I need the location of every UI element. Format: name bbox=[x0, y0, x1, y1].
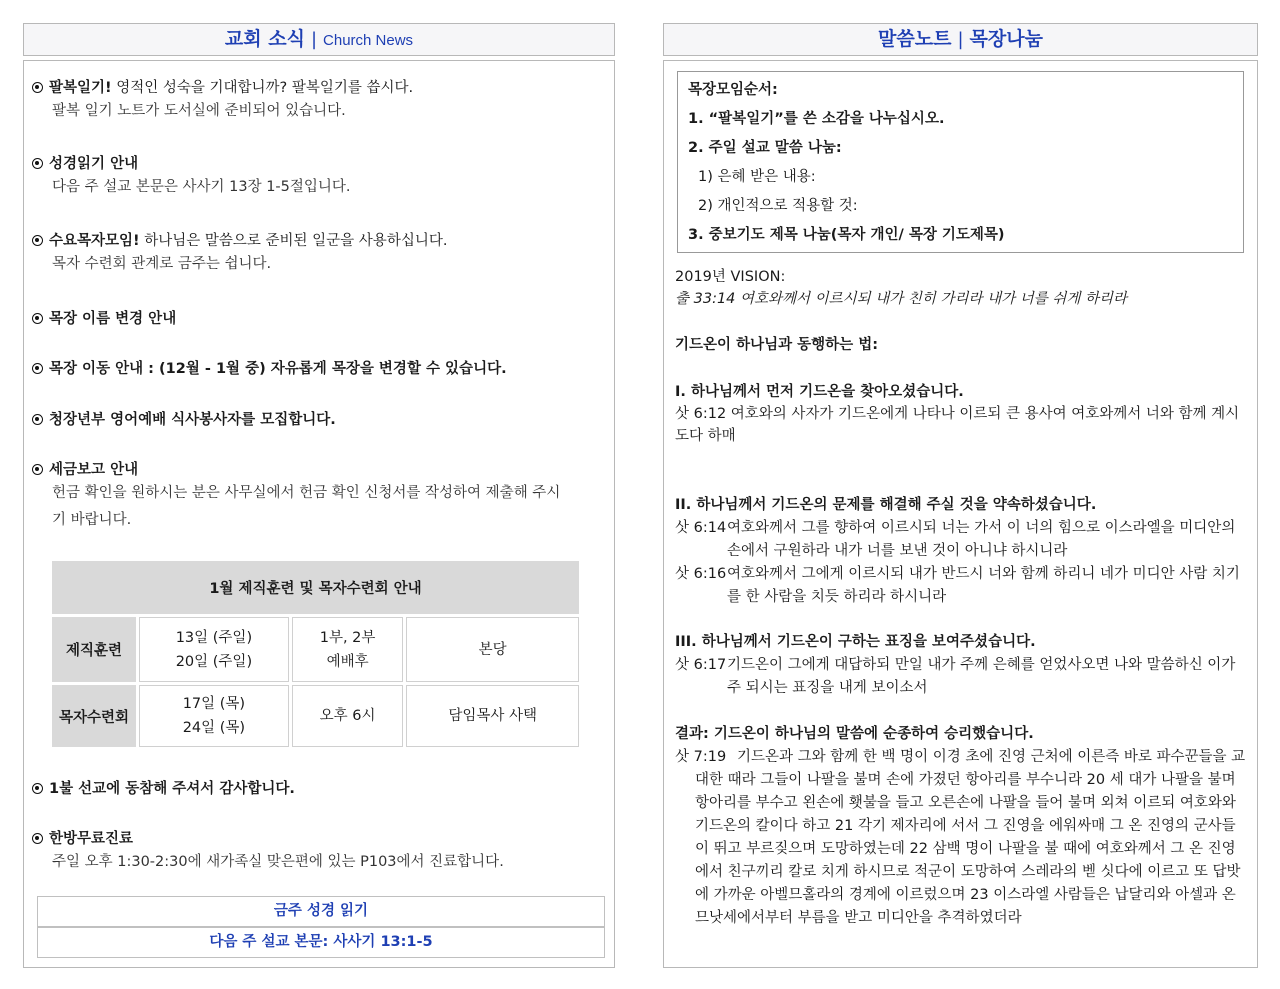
point-verse: 삿 6:17 기드온이 그에게 대답하되 만일 내가 주께 은혜를 얻었사오면 나와 말씀하신 이가 주 되시는 표징을 내게 보이소서 bbox=[675, 657, 1236, 696]
news-item: 목장 이름 변경 안내 bbox=[32, 309, 606, 329]
news-item: 목장 이동 안내 : (12월 - 1월 중) 자유롭게 목장을 변경할 수 있습니다. bbox=[32, 359, 606, 379]
vision-label: 2019년 VISION: bbox=[675, 269, 786, 285]
bullet-icon bbox=[32, 158, 43, 169]
point-verse: 삿 6:12 여호와의 사자가 기드온에게 나타나 이르되 큰 용사여 여호와께서 너와 함께 계시도다 하매 bbox=[675, 406, 1240, 444]
news-item: 1불 선교에 동참해 주셔서 감사합니다. bbox=[32, 779, 606, 799]
header-title-en: Church News bbox=[323, 32, 414, 49]
bible-reading-title: 금주 성경 읽기 bbox=[37, 896, 605, 927]
schedule-title: 1월 제직훈련 및 목자수련회 안내 bbox=[52, 561, 579, 614]
news-item: 한방무료진료 주일 오후 1:30-2:30에 새가족실 맞은편에 있는 P103에서 진료합니다. bbox=[32, 829, 606, 876]
bullet-icon bbox=[32, 235, 43, 246]
schedule-row-label: 목자수련회 bbox=[52, 685, 136, 747]
bullet-icon bbox=[32, 464, 43, 475]
sermon-note-panel bbox=[663, 60, 1258, 968]
conclusion-verse: 삿 7:19 기드온과 그와 함께 한 백 명이 이경 초에 진영 근처에 이른즉 바로 파수꾼들을 교대한 때라 그들이 나팔을 불며 손에 가졌던 항아리를 부수니라 20 세 대가 나팔을 불며 항아리를 부수고 왼손에 횃불을 들고 오른손에 나팔을 들어 불며 외쳐 이르되 여호와와 기드온의 칼이다 하고 21 각기 제자리에 서서 그 진영을 에워싸매 그 온 진영의 군사들이 뛰고 부르짖으며 도망하였는데 22 삼백 명이 나팔을 불 때에 여호와께서 그 온 진영에서 친구끼리 칼로 치게 하시므로 적군이 도망하여 스레라의 벧 싯다에 이르고 또 답밧에 가까운 아벨므홀라의 경계에 이르렀으며 23 이스라엘 사람들은 납달리와 아셀과 온 므낫세에서부터 부름을 받고 미디안을 추격하였더라 bbox=[675, 749, 1246, 926]
sermon-title: 기드온이 하나님과 동행하는 법: bbox=[675, 337, 879, 353]
sermon-note-header: 말씀노트 | 목장나눔 bbox=[663, 23, 1258, 56]
schedule-time: 오후 6시 bbox=[292, 685, 404, 747]
vision-verse: 출 33:14 여호와께서 이르시되 내가 친히 가리라 내가 너를 쉬게 하리라 bbox=[675, 291, 1128, 307]
header-title-ko: 교회 소식 bbox=[224, 28, 305, 50]
cell-group-order-box bbox=[677, 71, 1244, 253]
schedule-time: 1부, 2부 예배후 bbox=[292, 617, 404, 682]
order-title: 목장모임순서: bbox=[688, 82, 778, 98]
church-news-header: 교회 소식 | Church News bbox=[23, 23, 615, 56]
order-step: 1. “팔복일기”를 쓴 소감을 나누십시오. bbox=[688, 111, 945, 127]
header-title-ko: 말씀노트 bbox=[878, 28, 952, 50]
header-title-ko2: 목장나눔 bbox=[969, 28, 1043, 50]
schedule-place: 담임목사 사택 bbox=[406, 685, 579, 747]
bullet-icon bbox=[32, 82, 43, 93]
schedule-place: 본당 bbox=[406, 617, 579, 682]
news-item: 팔복일기! 영적인 성숙을 기대합니까? 팔복일기를 씁시다. 팔복 일기 노트가 도서실에 준비되어 있습니다. bbox=[32, 78, 606, 125]
point-title: I. 하나님께서 먼저 기드온을 찾아오셨습니다. bbox=[675, 384, 964, 400]
point-title: III. 하나님께서 기드온이 구하는 표징을 보여주셨습니다. bbox=[675, 634, 1036, 650]
schedule-row-label: 제직훈련 bbox=[52, 617, 136, 682]
schedule-table bbox=[49, 558, 582, 750]
point-verse: 삿 6:16 여호와께서 그에게 이르시되 내가 반드시 너와 함께 하리니 네가 미디안 사람 치기를 한 사람을 치듯 하리라 하시니라 bbox=[675, 566, 1240, 605]
schedule-dates: 13일 (주일) 20일 (주일) bbox=[139, 617, 289, 682]
bullet-icon bbox=[32, 833, 43, 844]
bullet-icon bbox=[32, 313, 43, 324]
church-news-panel bbox=[23, 60, 615, 968]
order-step: 3. 중보기도 제목 나눔(목자 개인/ 목장 기도제목) bbox=[688, 227, 1005, 243]
news-item: 성경읽기 안내 다음 주 설교 본문은 사사기 13장 1-5절입니다. bbox=[32, 154, 606, 201]
conclusion-title: 결과: 기드온이 하나님의 말씀에 순종하여 승리했습니다. bbox=[675, 726, 1034, 742]
bullet-icon bbox=[32, 414, 43, 425]
point-verse: 삿 6:14 여호와께서 그를 향하여 이르시되 너는 가서 이 너의 힘으로 이스라엘을 미디안의 손에서 구원하라 내가 너를 보낸 것이 아니냐 하시니라 bbox=[675, 520, 1236, 559]
order-substep: 1) 은혜 받은 내용: bbox=[698, 169, 816, 185]
news-item: 청장년부 영어예배 식사봉사자를 모집합니다. bbox=[32, 410, 606, 430]
news-item: 수요목자모임! 하나님은 말씀으로 준비된 일군을 사용하십니다. 목자 수련회 관계로 금주는 쉽니다. bbox=[32, 231, 606, 278]
order-step: 2. 주일 설교 말씀 나눔: bbox=[688, 140, 842, 156]
bullet-icon bbox=[32, 363, 43, 374]
point-title: II. 하나님께서 기드온의 문제를 해결해 주실 것을 약속하셨습니다. bbox=[675, 497, 1097, 513]
next-sermon-text: 다음 주 설교 본문: 사사기 13:1-5 bbox=[37, 927, 605, 958]
bullet-icon bbox=[32, 783, 43, 794]
news-item: 세금보고 안내 헌금 확인을 원하시는 분은 사무실에서 헌금 확인 신청서를 작성하여 제출해 주시기 바랍니다. bbox=[32, 460, 606, 534]
order-substep: 2) 개인적으로 적용할 것: bbox=[698, 198, 858, 214]
schedule-dates: 17일 (목) 24일 (목) bbox=[139, 685, 289, 747]
